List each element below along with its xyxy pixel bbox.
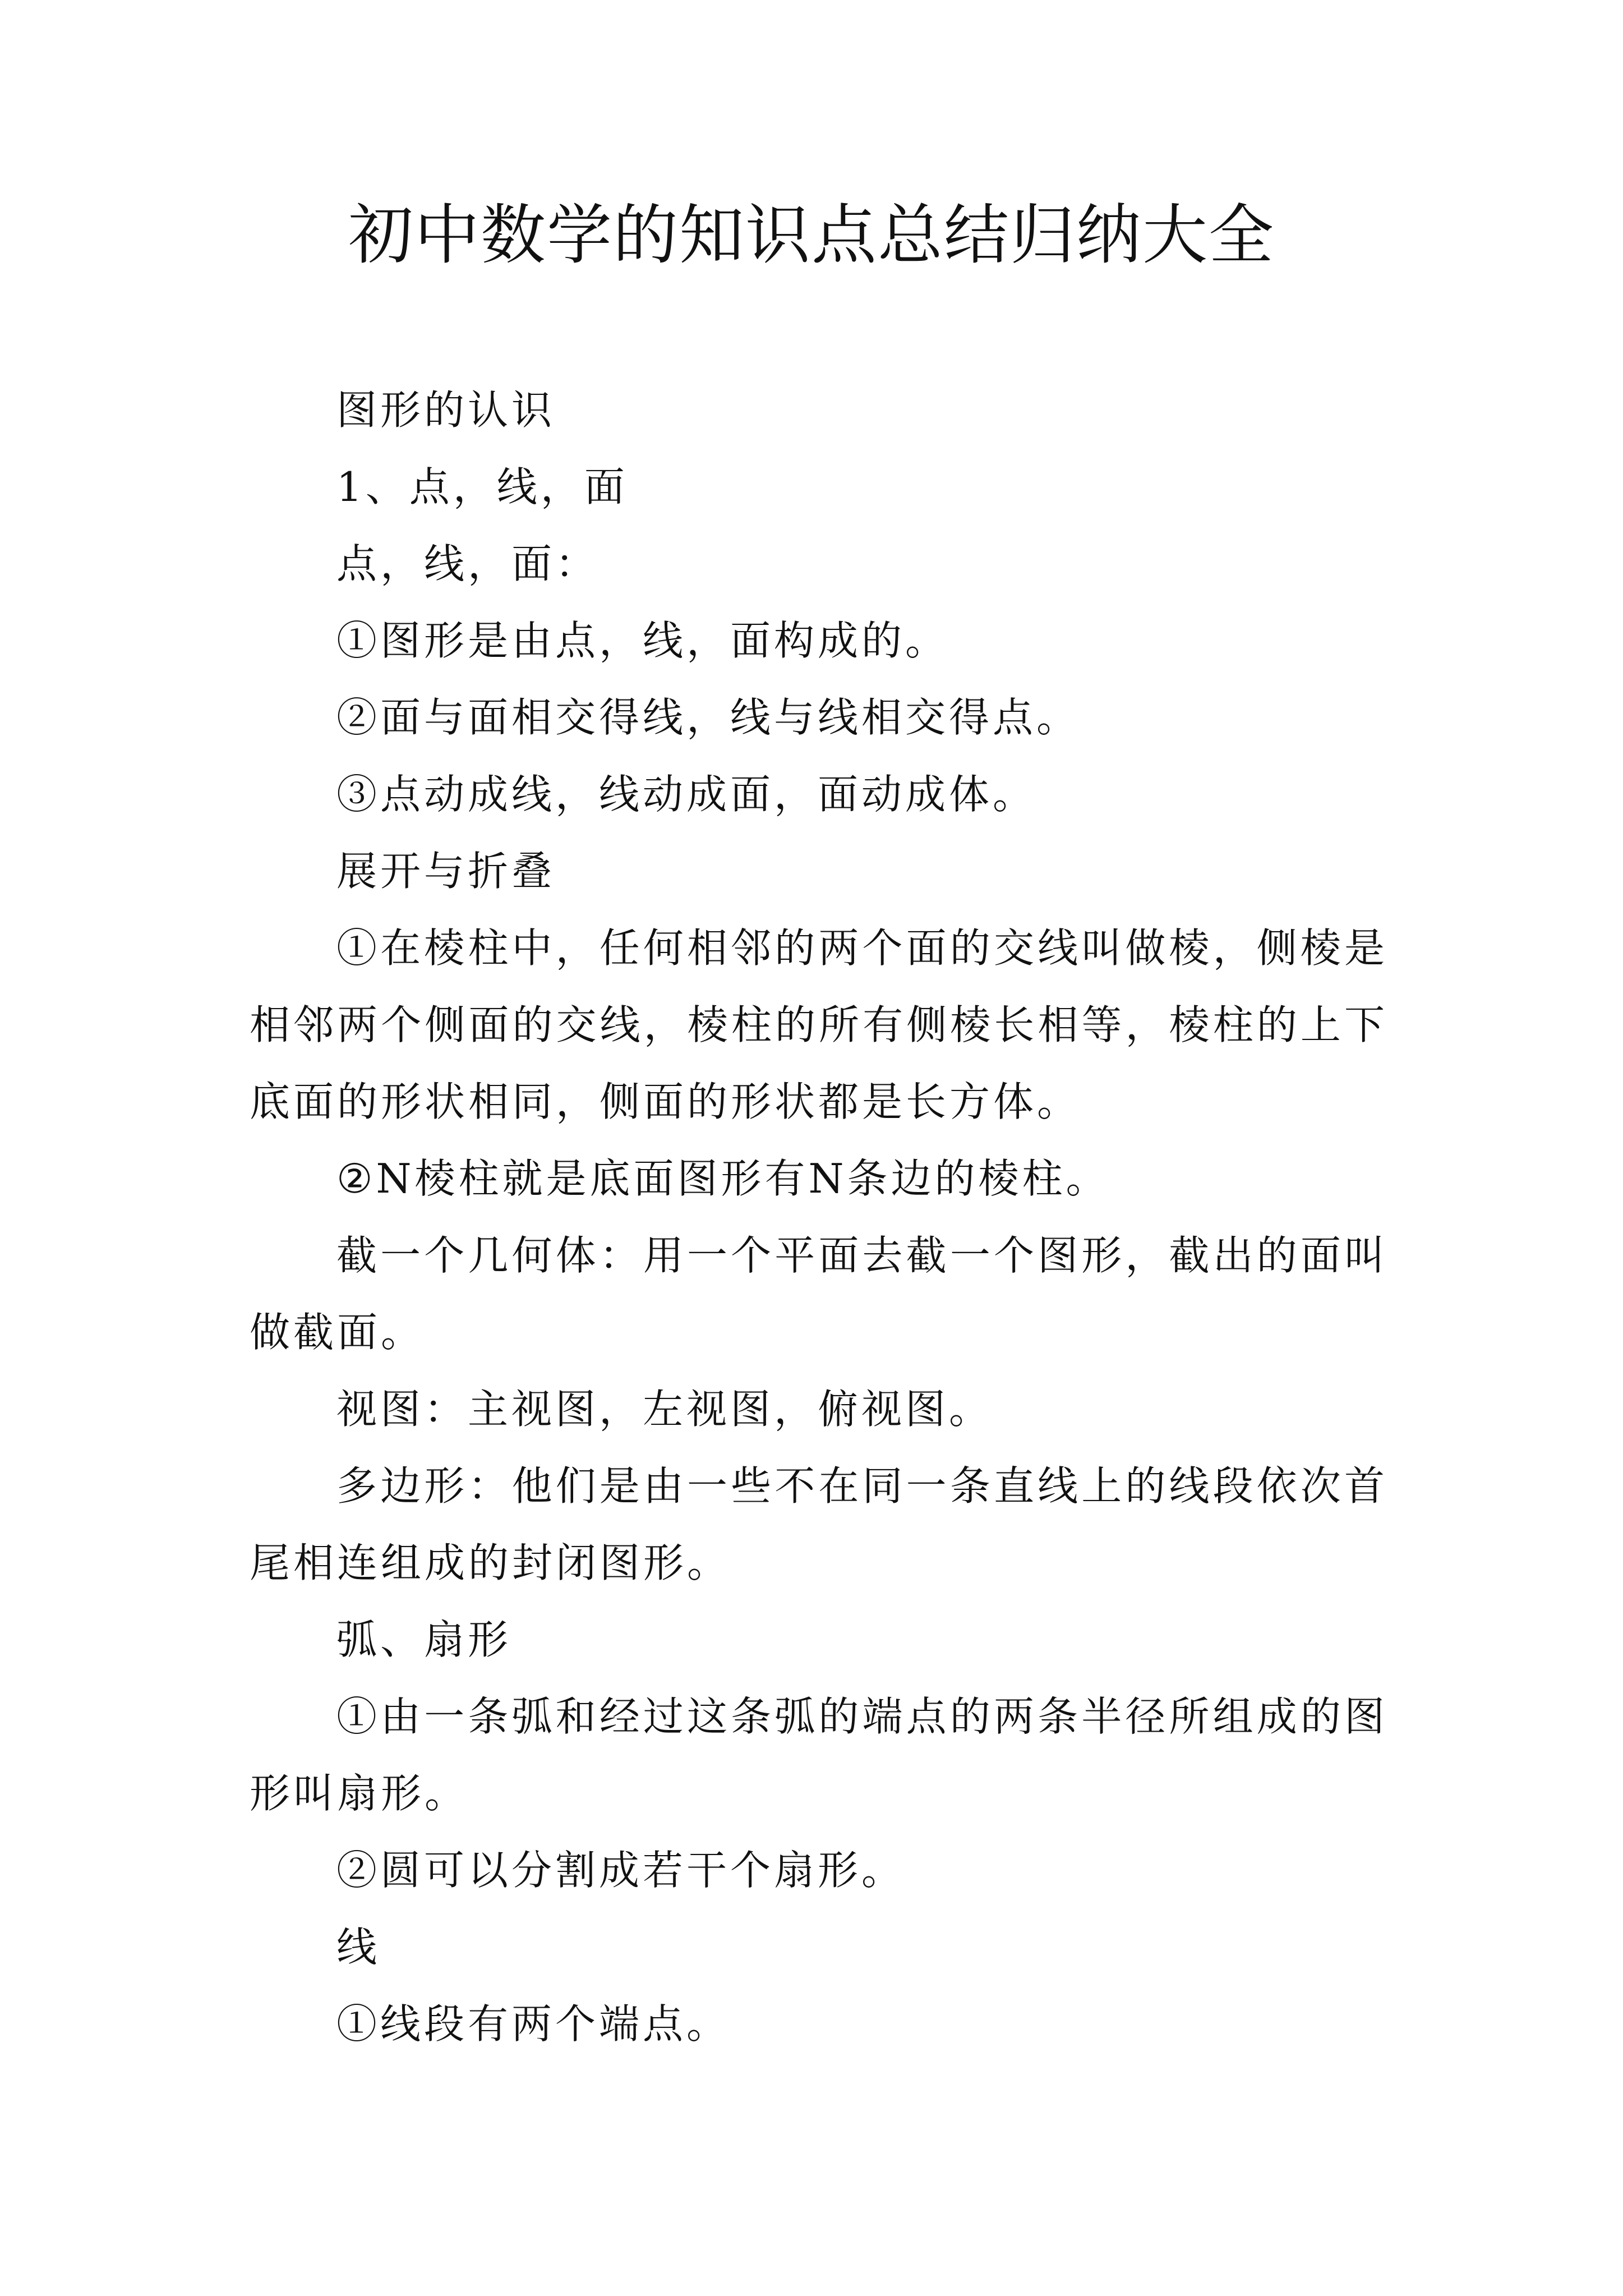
subheading-point-line-surface: 1、点，线，面 [336,463,628,510]
paragraph: 截一个几何体：用一个平面去截一个图形，截出的面叫做截面。 [250,1232,1388,1356]
paragraph: 点，线，面： [336,540,600,587]
document-body [250,372,1388,2063]
section-heading-figure-recognition: 图形的认识 [336,386,556,434]
paragraph: 视图：主视图，左视图，俯视图。 [336,1386,993,1433]
paragraph: ①线段有两个端点。 [336,2000,731,2047]
paragraph: ①在棱柱中，任何相邻的两个面的交线叫做棱，侧棱是相邻两个侧面的交线，棱柱的所有侧棱长相等，棱柱的上下底面的形状相同，侧面的形状都是长方体。 [250,924,1388,1125]
paragraph: ②圆可以分割成若干个扇形。 [336,1847,906,1894]
document-title: 初中数学的知识点总结归纳大全 [348,197,1275,273]
paragraph: 多边形：他们是由一些不在同一条直线上的线段依次首尾相连组成的封闭图形。 [250,1462,1388,1586]
subheading-unfold-fold: 展开与折叠 [336,848,556,895]
paragraph: ②面与面相交得线，线与线相交得点。 [336,694,1081,741]
subheading-line: 线 [336,1924,381,1971]
paragraph: ①图形是由点，线，面构成的。 [336,617,949,664]
subheading-arc-sector: 弧、扇形 [336,1616,512,1663]
paragraph: ①由一条弧和经过这条弧的端点的两条半径所组成的图形叫扇形。 [250,1693,1388,1817]
paragraph: ③点动成线，线动成面，面动成体。 [336,771,1037,818]
paragraph: ②N棱柱就是底面图形有N条边的棱柱。 [336,1155,1110,1202]
